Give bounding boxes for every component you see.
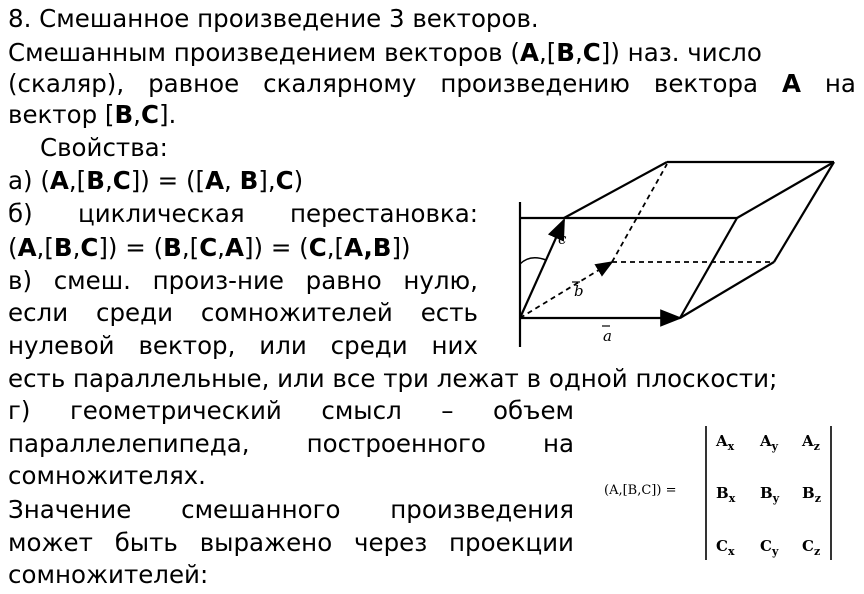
vector-symbol: A [205,166,225,195]
cell-base: C [716,537,728,555]
hidden-vertical-edge [612,164,667,262]
vector-symbol: A [519,38,539,67]
vector-symbol: B [114,100,134,129]
value-line-3: сомножителей: [8,560,209,589]
text-fragment: Значение [8,495,132,524]
section-heading: 8. Смешанное произведение 3 векторов. [8,4,539,33]
vector-symbol: A,B [344,233,392,262]
top-face-right-edge [737,162,834,218]
text-fragment: объем [493,396,574,425]
vector-symbol: C [140,100,159,129]
text-fragment: среди [330,331,408,360]
cell-subscript: x [727,545,735,558]
determinant-cell-2-0 [716,537,735,558]
text-fragment: , [104,166,113,195]
value-line-2 [8,528,574,558]
property-c-line-2 [8,298,478,328]
determinant-cell-0-2 [801,432,820,453]
determinant-cell-0-1 [759,432,779,453]
vector-symbol: B [53,233,73,262]
property-c-line-3 [8,331,478,361]
property-c-line-1 [8,266,478,296]
cell-subscript: z [813,440,820,453]
value-line-1 [8,495,574,525]
text-fragment: скалярному [263,69,417,98]
text-fragment: , [133,100,141,129]
determinant-formula [598,418,864,568]
text-fragment: есть [420,298,478,327]
definition-line-3 [8,100,176,130]
text-fragment: вектор [ [8,100,115,129]
text-fragment: ]) = ([ [130,166,206,195]
text-fragment: нулю, [403,266,478,295]
definition-line-2 [8,69,856,99]
text-fragment: произ-ние [152,266,284,295]
text-fragment: , [217,233,225,262]
text-fragment: среди [96,298,173,327]
text-fragment: выражено [199,528,333,557]
text-fragment: может [8,528,93,557]
vector-symbol: C [582,38,601,67]
vector-symbol: A [49,166,69,195]
text-fragment: произведения [390,495,574,524]
angle-arc [520,258,546,264]
determinant-lhs: (A,[B,C]) = [604,483,677,498]
vector-symbol: A [224,233,244,262]
text-fragment: равное [148,69,240,98]
text-fragment: равно [305,266,382,295]
text-fragment: а) ( [8,166,50,195]
text-fragment: вектор, [138,331,236,360]
text-fragment: Смешанным произведением векторов ( [8,38,520,67]
cell-subscript: z [813,545,821,558]
parallelepiped-figure [512,152,864,347]
text-fragment: ,[ [68,166,87,195]
vector-symbol: B [86,166,105,195]
text-fragment: г) [8,396,31,425]
text-fragment: смеш. [53,266,131,295]
text-fragment: ,[ [326,233,345,262]
text-fragment: проекции [449,528,574,557]
right-front-vertical-edge [680,218,737,318]
cell-subscript: y [771,545,779,558]
text-fragment: ]) = ( [243,233,309,262]
property-a [8,166,303,196]
text-fragment: на [542,429,574,458]
vector-symbol: A [781,69,801,98]
text-fragment: на [824,69,856,98]
cell-base: A [802,432,814,450]
cell-subscript: y [772,492,780,505]
cell-subscript: x [727,440,735,453]
text-fragment: ]) [391,233,411,262]
text-fragment: ,[ [36,233,54,262]
text-fragment: ( [8,233,18,262]
cell-base: A [760,432,772,450]
vector-symbol: C [275,166,294,195]
text-fragment: них [431,331,478,360]
label-c: c [558,230,567,248]
cell-base: B [802,484,815,502]
text-fragment: параллелепипеда, [8,429,250,458]
property-d-line-2 [8,429,574,459]
text-fragment: ]) наз. число [600,38,762,67]
bottom-right-edge [680,262,774,318]
text-fragment: сомножителей [200,298,393,327]
vector-symbol: C [199,233,218,262]
text-fragment: ,[ [538,38,557,67]
text-fragment: геометрический [69,396,282,425]
vector-symbol: C [308,233,327,262]
text-fragment: смысл [321,396,402,425]
right-back-vertical-edge [774,162,834,262]
determinant-cell-1-2 [802,484,821,505]
text-fragment: перестановка: [289,199,478,228]
vector-symbol: B [556,38,575,67]
text-fragment: смешанного [181,495,341,524]
text-fragment: нулевой [8,331,115,360]
text-fragment: , [72,233,81,262]
cell-base: B [760,484,773,502]
vector-symbol: B [163,233,182,262]
text-fragment: ]. [158,100,177,129]
cell-base: A [716,432,728,450]
text-fragment: ], [258,166,276,195]
text-fragment: циклическая [78,199,245,228]
text-fragment: построенного [306,429,486,458]
property-d-line-3: сомножителях. [8,461,206,490]
text-fragment: ]) = ( [98,233,164,262]
text-fragment: , [574,38,583,67]
text-fragment: в) [8,266,32,295]
text-fragment: через [354,528,428,557]
definition-line-1 [8,38,762,68]
text-fragment: быть [114,528,178,557]
vector-symbol: A [17,233,37,262]
property-d-line-1 [8,396,574,426]
determinant-cell-2-2 [802,537,820,558]
determinant-cell-1-1 [760,484,780,505]
cell-subscript: z [814,492,821,505]
text-fragment: ) [293,166,304,195]
text-fragment: или [259,331,307,360]
vector-symbol: B [239,166,259,195]
text-fragment: , [224,166,240,195]
property-b-line-2 [8,233,411,263]
text-fragment: если [8,298,69,327]
vector-b-arrow [520,262,612,318]
property-b-line-1 [8,199,478,229]
cell-base: C [802,537,814,555]
determinant-cell-1-0 [716,484,736,505]
text-fragment: (скаляр), [8,69,125,98]
property-c-line-4: есть параллельные, или все три лежат в одной плоскости; [8,364,778,393]
text-fragment: ,[ [181,233,200,262]
vector-symbol: C [112,166,131,195]
cell-subscript: y [771,440,779,453]
determinant-cell-0-0 [715,432,735,453]
vector-symbol: C [80,233,99,262]
text-fragment: произведению [440,69,630,98]
label-a: a [603,327,612,345]
cell-subscript: x [728,492,736,505]
text-fragment: вектора [653,69,759,98]
cell-base: B [716,484,729,502]
determinant-cell-2-1 [760,537,779,558]
cell-base: C [760,537,772,555]
text-fragment: – [441,396,454,425]
properties-title: Свойства: [40,133,168,162]
text-fragment: б) [8,199,33,228]
label-b: b [574,282,584,300]
